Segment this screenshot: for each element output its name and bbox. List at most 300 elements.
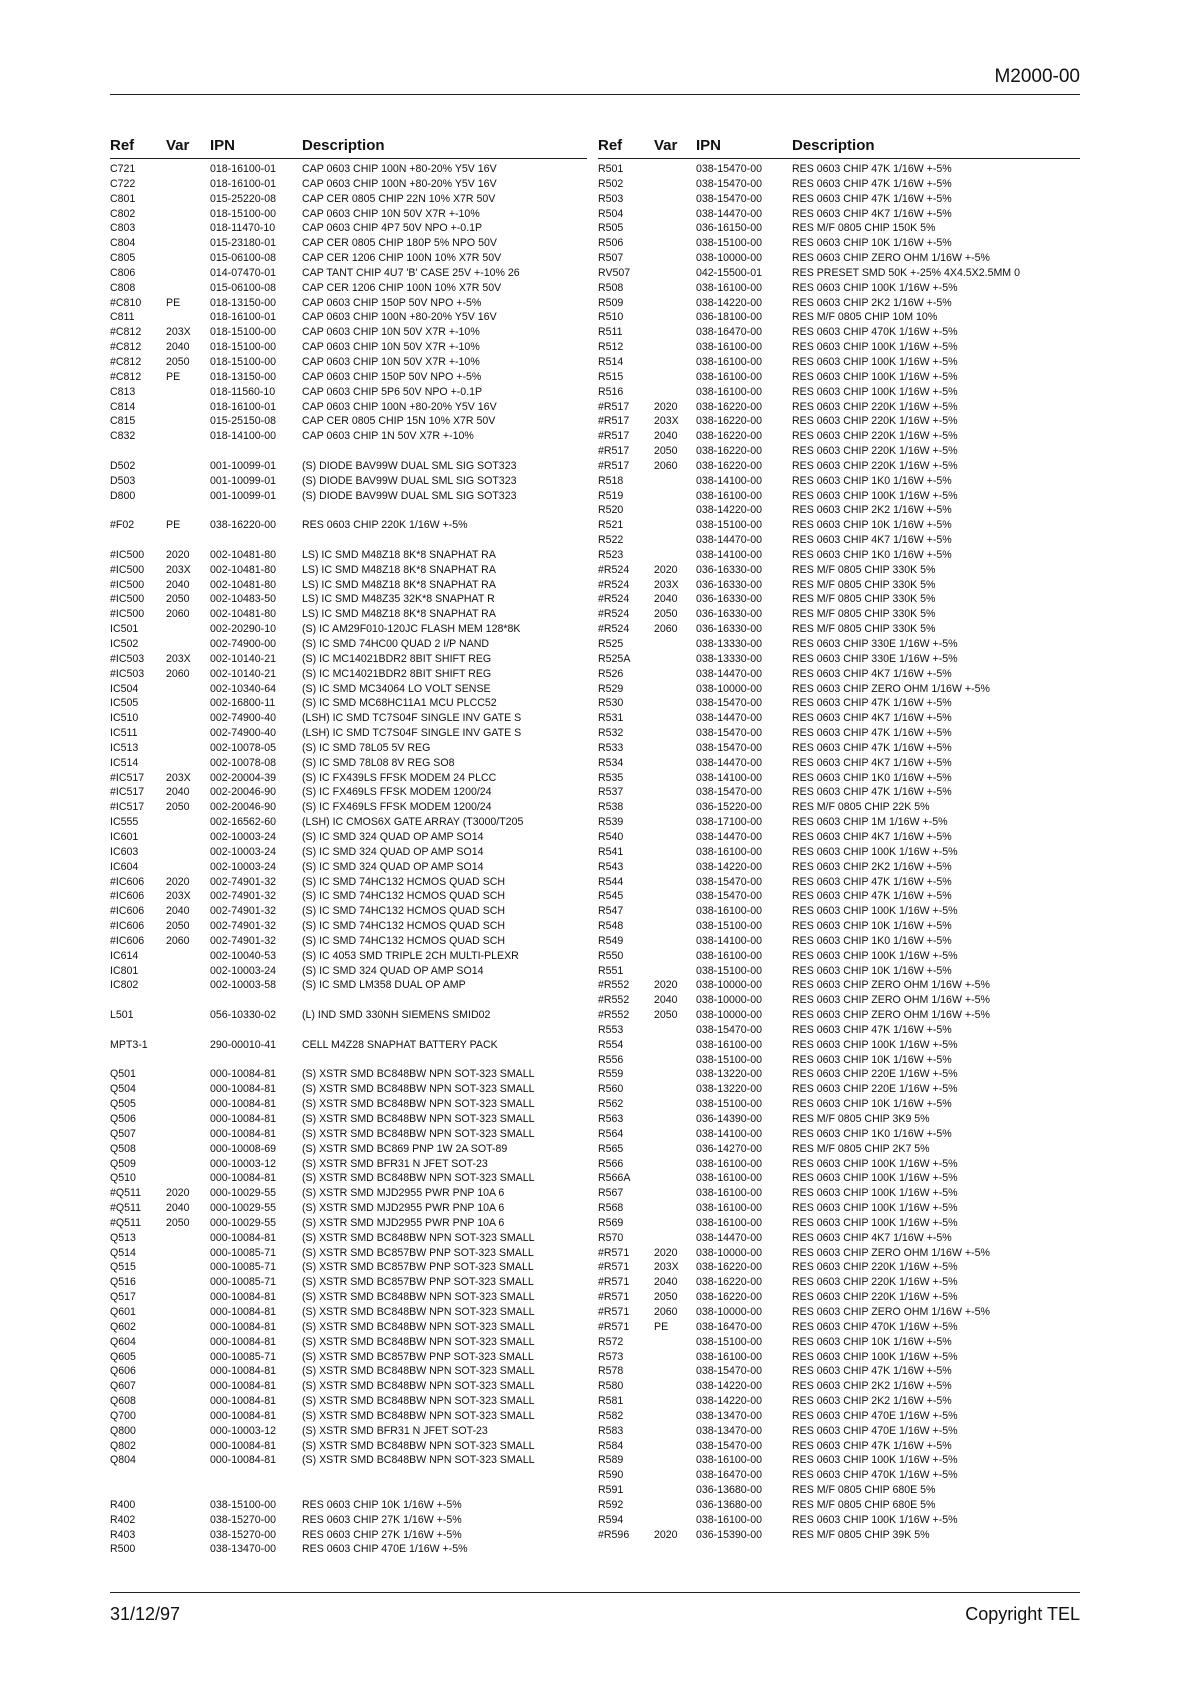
cell-description: (S) XSTR SMD BC848BW NPN SOT-323 SMALL	[302, 1083, 535, 1096]
table-row	[110, 385, 587, 400]
cell-ipn: 000-10084-81	[210, 1439, 276, 1452]
cell-ref: #R517	[598, 400, 630, 413]
cell-ref: #IC500	[110, 593, 145, 606]
cell-description: RES 0603 CHIP 100K 1/16W +-5%	[792, 905, 958, 918]
cell-ref: Q700	[110, 1409, 136, 1422]
cell-description: CAP 0603 CHIP 100N +80-20% Y5V 16V	[302, 163, 497, 175]
cell-description: RES 0603 CHIP 10K 1/16W +-5%	[792, 519, 952, 532]
table-row	[598, 207, 1080, 222]
cell-ipn: 038-15470-00	[696, 1365, 762, 1378]
cell-ipn: 018-15100-00	[210, 355, 276, 368]
cell-ipn: 038-16220-00	[696, 1261, 762, 1274]
cell-ipn: 002-20290-10	[210, 623, 276, 636]
cell-ref: Q604	[110, 1335, 136, 1348]
table-row	[110, 162, 587, 177]
cell-description: CAP 0603 CHIP 100N +80-20% Y5V 16V	[302, 311, 497, 324]
cell-ipn: 000-10029-55	[210, 1187, 276, 1200]
cell-ipn: 018-15100-00	[210, 326, 276, 339]
cell-var: 2040	[166, 786, 190, 799]
cell-ipn: 036-18100-00	[696, 311, 762, 324]
table-row	[598, 1528, 1080, 1543]
cell-ref: Q513	[110, 1231, 136, 1244]
table-row	[598, 637, 1080, 652]
cell-description: RES 0603 CHIP ZERO OHM 1/16W +-5%	[792, 994, 990, 1007]
cell-description: RES 0603 CHIP 1K0 1/16W +-5%	[792, 771, 952, 784]
cell-description: RES 0603 CHIP 470E 1/16W +-5%	[302, 1543, 468, 1556]
header-var: Var	[166, 137, 190, 154]
cell-ref: IC802	[110, 979, 139, 992]
cell-ipn: 018-11470-10	[210, 222, 276, 235]
table-row	[598, 1246, 1080, 1261]
cell-var: 2060	[654, 1305, 678, 1318]
table-row	[110, 533, 587, 548]
table-row	[598, 978, 1080, 993]
cell-ipn: 038-14100-00	[696, 934, 762, 947]
cell-ipn: 000-10084-81	[210, 1305, 276, 1318]
cell-ref: Q504	[110, 1083, 136, 1096]
table-row	[598, 236, 1080, 251]
cell-ipn: 002-10483-50	[210, 593, 276, 606]
cell-description: RES 0603 CHIP 10K 1/16W +-5%	[792, 964, 952, 977]
cell-ref: IC555	[110, 816, 139, 829]
cell-description: CAP CER 0805 CHIP 15N 10% X7R 50V	[302, 415, 496, 428]
cell-var: 2020	[166, 1187, 190, 1200]
table-row	[110, 1542, 587, 1557]
cell-description: CAP 0603 CHIP 10N 50V X7R +-10%	[302, 207, 480, 220]
cell-ref: Q607	[110, 1380, 136, 1393]
table-row	[110, 756, 587, 771]
table-row	[598, 1350, 1080, 1365]
table-row	[110, 771, 587, 786]
table-row	[598, 281, 1080, 296]
cell-description: RES PRESET SMD 50K +-25% 4X4.5X2.5MM 0	[792, 266, 1020, 279]
cell-description: RES 0603 CHIP 220K 1/16W +-5%	[792, 415, 958, 428]
cell-description: RES 0603 CHIP 330E 1/16W +-5%	[792, 652, 958, 665]
cell-description: RES 0603 CHIP 220K 1/16W +-5%	[792, 1261, 958, 1274]
cell-ref: C804	[110, 237, 136, 250]
table-row	[110, 964, 587, 979]
cell-ref: #F02	[110, 519, 135, 532]
cell-description: RES 0603 CHIP 47K 1/16W +-5%	[792, 1023, 952, 1036]
cell-var: 2020	[654, 400, 678, 413]
table-row	[598, 563, 1080, 578]
cell-ref: Q501	[110, 1068, 136, 1081]
cell-ref: R594	[598, 1513, 624, 1526]
cell-description: LS) IC SMD M48Z35 32K*8 SNAPHAT R	[302, 593, 495, 606]
cell-var: 2050	[654, 608, 678, 621]
cell-ref: R566	[598, 1157, 624, 1170]
cell-ref: R403	[110, 1528, 136, 1541]
cell-ipn: 002-10481-80	[210, 578, 276, 591]
cell-ipn: 038-15470-00	[696, 741, 762, 754]
table-row	[110, 296, 587, 311]
cell-ipn: 018-15100-00	[210, 207, 276, 220]
cell-ipn: 038-14470-00	[696, 207, 762, 220]
cell-ref: R569	[598, 1216, 624, 1229]
cell-ref: R584	[598, 1439, 624, 1452]
cell-description: RES 0603 CHIP 4K7 1/16W +-5%	[792, 712, 952, 725]
table-row	[598, 711, 1080, 726]
cell-description: RES 0603 CHIP 470E 1/16W +-5%	[792, 1424, 958, 1437]
table-row	[598, 325, 1080, 340]
cell-ref: #IC500	[110, 548, 145, 561]
cell-ipn: 000-10003-12	[210, 1157, 276, 1170]
cell-ipn: 018-16100-01	[210, 177, 276, 190]
cell-ref: R562	[598, 1098, 624, 1111]
table-row	[110, 489, 587, 504]
cell-ipn: 042-15500-01	[696, 266, 762, 279]
cell-ref: R532	[598, 727, 624, 740]
table-row	[110, 459, 587, 474]
cell-ref: IC513	[110, 741, 139, 754]
cell-ipn: 038-16220-00	[210, 519, 276, 532]
cell-ref: R572	[598, 1335, 624, 1348]
cell-ipn: 038-15470-00	[696, 727, 762, 740]
cell-ipn: 038-16100-00	[696, 1202, 762, 1215]
cell-description: (S) XSTR SMD BFR31 N JFET SOT-23	[302, 1157, 488, 1170]
cell-description: (S) XSTR SMD BC848BW NPN SOT-323 SMALL	[302, 1395, 535, 1408]
table-row	[110, 414, 587, 429]
cell-ref: R549	[598, 934, 624, 947]
cell-ipn: 002-74900-40	[210, 712, 276, 725]
cell-ref: Q605	[110, 1350, 136, 1363]
cell-ref: IC603	[110, 845, 139, 858]
header-description: Description	[792, 137, 875, 154]
cell-ipn: 036-16330-00	[696, 608, 762, 621]
cell-description: (S) IC SMD MC68HC11A1 MCU PLCC52	[302, 697, 497, 710]
table-row	[598, 1513, 1080, 1528]
cell-ref: Q802	[110, 1439, 136, 1452]
table-row	[598, 875, 1080, 890]
table-row	[110, 860, 587, 875]
table-row	[598, 503, 1080, 518]
cell-ipn: 038-15270-00	[210, 1528, 276, 1541]
cell-ref: R525	[598, 638, 624, 650]
cell-ipn: 038-16220-00	[696, 415, 762, 428]
cell-description: CAP TANT CHIP 4U7 'B' CASE 25V +-10% 26	[302, 266, 520, 279]
table-row	[598, 1053, 1080, 1068]
cell-ipn: 000-10084-81	[210, 1127, 276, 1140]
cell-description: RES 0603 CHIP 330E 1/16W +-5%	[792, 638, 958, 650]
cell-ipn: 002-10003-58	[210, 979, 276, 992]
cell-ipn: 038-16220-00	[696, 1276, 762, 1289]
cell-ipn: 002-20046-90	[210, 786, 276, 799]
cell-ref: D502	[110, 459, 136, 472]
cell-ipn: 038-14470-00	[696, 756, 762, 769]
table-row	[110, 1097, 587, 1112]
cell-var: 2040	[654, 593, 678, 606]
header-ref: Ref	[110, 137, 135, 154]
cell-ipn: 001-10099-01	[210, 474, 276, 487]
table-row	[598, 296, 1080, 311]
cell-ipn: 038-16470-00	[696, 1469, 762, 1482]
cell-ref: C814	[110, 400, 136, 413]
table-row	[598, 1231, 1080, 1246]
cell-var: 2060	[166, 934, 190, 947]
table-row	[110, 741, 587, 756]
cell-description: (S) IC SMD LM358 DUAL OP AMP	[302, 979, 466, 992]
cell-ref: #R517	[598, 459, 630, 472]
cell-ipn: 038-16100-00	[696, 341, 762, 354]
cell-ipn: 036-13680-00	[696, 1484, 762, 1497]
cell-description: (S) XSTR SMD BC857BW PNP SOT-323 SMALL	[302, 1246, 534, 1259]
cell-ref: #R571	[598, 1320, 630, 1333]
cell-ipn: 038-15470-00	[696, 697, 762, 710]
cell-description: (S) DIODE BAV99W DUAL SML SIG SOT323	[302, 474, 517, 487]
cell-description: (S) XSTR SMD BC848BW NPN SOT-323 SMALL	[302, 1291, 535, 1304]
table-row	[598, 726, 1080, 741]
cell-ref: R526	[598, 667, 624, 680]
footer-date: 31/12/97	[110, 1604, 181, 1624]
cell-ipn: 038-15100-00	[696, 237, 762, 250]
cell-ref: #IC500	[110, 608, 145, 621]
cell-description: RES 0603 CHIP 100K 1/16W +-5%	[792, 1513, 958, 1526]
cell-ref: #R571	[598, 1261, 630, 1274]
cell-var: 2040	[166, 905, 190, 918]
table-row	[110, 310, 587, 325]
cell-ref: #IC500	[110, 578, 145, 591]
cell-var: 2050	[654, 1009, 678, 1022]
cell-ipn: 002-10340-64	[210, 682, 276, 695]
cell-description: (S) XSTR SMD BC848BW NPN SOT-323 SMALL	[302, 1454, 535, 1467]
cell-ref: R535	[598, 771, 624, 784]
cell-ref: Q507	[110, 1127, 136, 1140]
cell-description: (S) IC FX469LS FFSK MODEM 1200/24	[302, 786, 492, 799]
cell-description: (S) XSTR SMD BC848BW NPN SOT-323 SMALL	[302, 1409, 535, 1422]
table-row	[110, 266, 587, 281]
table-row	[598, 177, 1080, 192]
table-row	[598, 934, 1080, 949]
table-row	[598, 1498, 1080, 1513]
cell-description: RES 0603 CHIP 220E 1/16W +-5%	[792, 1068, 958, 1081]
cell-ref: #IC606	[110, 890, 145, 903]
cell-description: LS) IC SMD M48Z18 8K*8 SNAPHAT RA	[302, 608, 496, 621]
cell-ipn: 038-14470-00	[696, 1231, 762, 1244]
cell-ref: #IC606	[110, 905, 145, 918]
cell-description: RES 0603 CHIP 220K 1/16W +-5%	[792, 1291, 958, 1304]
cell-ref: R589	[598, 1454, 624, 1467]
cell-description: (S) IC SMD MC34064 LO VOLT SENSE	[302, 682, 491, 695]
cell-ipn: 002-16800-11	[210, 697, 276, 710]
cell-description: RES 0603 CHIP 100K 1/16W +-5%	[792, 489, 958, 502]
cell-description: RES M/F 0805 CHIP 330K 5%	[792, 563, 936, 576]
cell-description: RES M/F 0805 CHIP 330K 5%	[792, 578, 936, 591]
cell-ref: IC514	[110, 756, 139, 769]
cell-description: RES M/F 0805 CHIP 150K 5%	[792, 222, 936, 235]
cell-ref: R400	[110, 1498, 136, 1511]
table-row	[110, 904, 587, 919]
table-row	[110, 503, 587, 518]
cell-ref: R537	[598, 786, 624, 799]
cell-ipn: 038-15100-00	[696, 1335, 762, 1348]
cell-description: RES 0603 CHIP ZERO OHM 1/16W +-5%	[792, 1009, 990, 1022]
cell-ipn: 000-10085-71	[210, 1350, 276, 1363]
table-row	[598, 533, 1080, 548]
header-ipn: IPN	[210, 137, 236, 154]
cell-description: (S) IC SMD 78L08 8V REG SO8	[302, 756, 455, 769]
cell-description: RES 0603 CHIP 47K 1/16W +-5%	[792, 192, 952, 205]
cell-ref: IC504	[110, 682, 139, 695]
cell-ref: R521	[598, 519, 624, 532]
cell-description: RES 0603 CHIP 1K0 1/16W +-5%	[792, 934, 952, 947]
cell-description: (S) IC MC14021BDR2 8BIT SHIFT REG	[302, 652, 492, 665]
cell-ipn: 036-14390-00	[696, 1113, 762, 1125]
table-row	[598, 1468, 1080, 1483]
cell-description: (LSH) IC SMD TC7S04F SINGLE INV GATE S	[302, 727, 522, 740]
cell-ref: #C812	[110, 326, 142, 339]
cell-ref: R529	[598, 682, 624, 695]
cell-ref: R522	[598, 534, 624, 547]
cell-ipn: 038-16100-00	[696, 1157, 762, 1170]
cell-ipn: 038-16100-00	[696, 385, 762, 398]
column-header	[110, 136, 587, 159]
table-row	[110, 800, 587, 815]
cell-ipn: 002-20004-39	[210, 771, 276, 784]
cell-ref: R525A	[598, 652, 631, 665]
table-row	[598, 964, 1080, 979]
cell-description: RES M/F 0805 CHIP 680E 5%	[792, 1484, 936, 1497]
cell-description: CELL M4Z28 SNAPHAT BATTERY PACK	[302, 1038, 498, 1051]
table-row	[110, 251, 587, 266]
cell-ipn: 038-16100-00	[696, 281, 762, 294]
cell-ipn: 038-10000-00	[696, 979, 762, 992]
cell-description: (S) IC SMD 324 QUAD OP AMP SO14	[302, 845, 484, 858]
cell-description: (S) XSTR SMD BC848BW NPN SOT-323 SMALL	[302, 1365, 535, 1378]
cell-ipn: 001-10099-01	[210, 489, 276, 502]
cell-ipn: 038-15100-00	[696, 519, 762, 532]
table-row	[598, 1082, 1080, 1097]
cell-ref: C832	[110, 430, 136, 443]
cell-ref: Q804	[110, 1454, 136, 1467]
cell-ref: Q510	[110, 1172, 136, 1185]
cell-ref: L501	[110, 1009, 134, 1022]
cell-description: (S) XSTR SMD MJD2955 PWR PNP 10A 6	[302, 1187, 505, 1200]
cell-ref: #R524	[598, 593, 630, 606]
cell-ipn: 038-14220-00	[696, 504, 762, 517]
table-row	[598, 474, 1080, 489]
cell-ref: R534	[598, 756, 624, 769]
footer-copyright: Copyright TEL	[965, 1604, 1080, 1624]
cell-ipn: 036-16330-00	[696, 593, 762, 606]
table-row	[110, 1320, 587, 1335]
cell-ipn: 038-14470-00	[696, 712, 762, 725]
cell-ref: R519	[598, 489, 624, 502]
cell-ref: R578	[598, 1365, 624, 1378]
cell-ipn: 000-10084-81	[210, 1320, 276, 1333]
table-row	[110, 325, 587, 340]
cell-ipn: 018-13150-00	[210, 370, 276, 383]
cell-ref: R516	[598, 385, 624, 398]
cell-description: RES 0603 CHIP 1K0 1/16W +-5%	[792, 1127, 952, 1140]
table-row	[110, 400, 587, 415]
cell-ipn: 002-10078-08	[210, 756, 276, 769]
cell-ref: Q506	[110, 1113, 136, 1125]
table-row	[598, 800, 1080, 815]
cell-ipn: 038-15470-00	[696, 786, 762, 799]
cell-ipn: 000-10084-81	[210, 1083, 276, 1096]
table-row	[598, 340, 1080, 355]
cell-ref: R512	[598, 341, 624, 354]
cell-description: RES 0603 CHIP 4K7 1/16W +-5%	[792, 207, 952, 220]
table-row	[598, 815, 1080, 830]
cell-ref: R533	[598, 741, 624, 754]
table-row	[110, 1528, 587, 1543]
cell-description: RES 0603 CHIP 100K 1/16W +-5%	[792, 1350, 958, 1363]
cell-description: RES 0603 CHIP 1K0 1/16W +-5%	[792, 548, 952, 561]
cell-ref: R510	[598, 311, 624, 324]
cell-description: (LSH) IC CMOS6X GATE ARRAY (T3000/T205	[302, 816, 524, 829]
table-row	[110, 1038, 587, 1053]
table-row	[110, 1112, 587, 1127]
cell-ipn: 000-10085-71	[210, 1276, 276, 1289]
table-row	[598, 1171, 1080, 1186]
cell-description: (S) IC SMD 324 QUAD OP AMP SO14	[302, 830, 484, 843]
cell-description: (L) IND SMD 330NH SIEMENS SMID02	[302, 1009, 491, 1022]
cell-ipn: 038-10000-00	[696, 1305, 762, 1318]
table-row	[110, 1008, 587, 1023]
table-row	[110, 682, 587, 697]
cell-description: RES 0603 CHIP 47K 1/16W +-5%	[792, 786, 952, 799]
cell-description: RES 0603 CHIP 1K0 1/16W +-5%	[792, 474, 952, 487]
cell-description: RES 0603 CHIP 10K 1/16W +-5%	[792, 920, 952, 933]
cell-ipn: 014-07470-01	[210, 266, 276, 279]
cell-ipn: 001-10099-01	[210, 459, 276, 472]
table-row	[598, 652, 1080, 667]
table-row	[598, 414, 1080, 429]
cell-description: (S) IC 4053 SMD TRIPLE 2CH MULTI-PLEXR	[302, 949, 519, 962]
cell-ref: #IC517	[110, 801, 145, 814]
table-row	[598, 1394, 1080, 1409]
cell-ref: Q509	[110, 1157, 136, 1170]
cell-description: RES 0603 CHIP 220K 1/16W +-5%	[792, 459, 958, 472]
cell-description: (S) XSTR SMD BC848BW NPN SOT-323 SMALL	[302, 1305, 535, 1318]
cell-var: 2060	[654, 623, 678, 636]
cell-description: (S) IC SMD 324 QUAD OP AMP SO14	[302, 860, 484, 873]
cell-ipn: 002-74901-32	[210, 934, 276, 947]
parts-rows-left	[110, 162, 587, 1557]
cell-ipn: 018-13150-00	[210, 296, 276, 309]
cell-ipn: 036-16330-00	[696, 563, 762, 576]
cell-description: RES 0603 CHIP 2K2 1/16W +-5%	[792, 1395, 952, 1408]
cell-ref: R514	[598, 355, 624, 368]
cell-description: RES M/F 0805 CHIP 22K 5%	[792, 801, 930, 814]
table-row	[598, 1483, 1080, 1498]
table-row	[110, 1498, 587, 1513]
cell-description: CAP 0603 CHIP 10N 50V X7R +-10%	[302, 326, 480, 339]
table-row	[110, 978, 587, 993]
cell-ref: R502	[598, 177, 624, 190]
header-description: Description	[302, 137, 385, 154]
cell-ref: #R524	[598, 623, 630, 636]
table-row	[598, 1305, 1080, 1320]
cell-description: RES 0603 CHIP ZERO OHM 1/16W +-5%	[792, 252, 990, 265]
cell-ref: R568	[598, 1202, 624, 1215]
cell-ref: R564	[598, 1127, 624, 1140]
cell-description: LS) IC SMD M48Z18 8K*8 SNAPHAT RA	[302, 578, 496, 591]
cell-ref: #R571	[598, 1246, 630, 1259]
cell-ipn: 038-15470-00	[696, 192, 762, 205]
cell-ref: Q606	[110, 1365, 136, 1378]
cell-ipn: 038-16220-00	[696, 459, 762, 472]
cell-var: 203X	[166, 771, 191, 784]
cell-description: (LSH) IC SMD TC7S04F SINGLE INV GATE S	[302, 712, 522, 725]
cell-ipn: 038-16100-00	[696, 1038, 762, 1051]
cell-ipn: 002-10481-80	[210, 608, 276, 621]
cell-description: (S) IC SMD 74HC132 HCMOS QUAD SCH	[302, 905, 506, 918]
cell-ipn: 036-14270-00	[696, 1142, 762, 1155]
cell-ref: R500	[110, 1543, 136, 1556]
cell-ref: R590	[598, 1469, 624, 1482]
